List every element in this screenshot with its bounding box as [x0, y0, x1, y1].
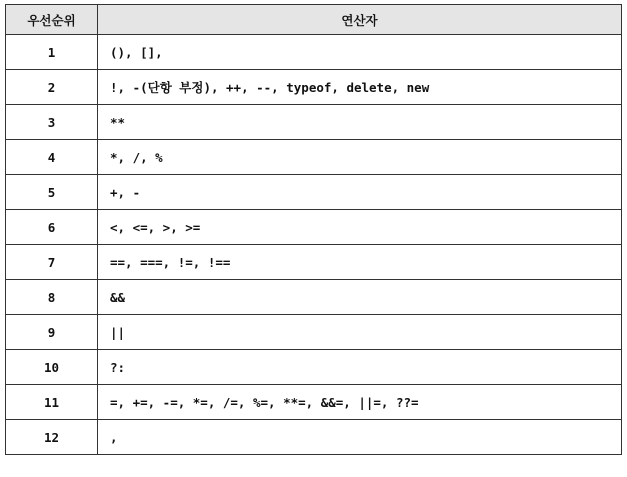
priority-cell: 3: [6, 105, 98, 140]
operators-column-header: 연산자: [98, 5, 622, 35]
priority-cell: 11: [6, 385, 98, 420]
priority-cell: 10: [6, 350, 98, 385]
table-body: [6, 35, 622, 455]
operator-precedence-container: [5, 4, 622, 455]
operators-cell: (), [],: [98, 35, 622, 70]
operators-cell: *, /, %: [98, 140, 622, 175]
table-row: [6, 175, 622, 210]
priority-cell: 2: [6, 70, 98, 105]
operators-cell: ,: [98, 420, 622, 455]
operators-cell: &&: [98, 280, 622, 315]
operators-cell: ||: [98, 315, 622, 350]
operators-cell: =, +=, -=, *=, /=, %=, **=, &&=, ||=, ??=: [98, 385, 622, 420]
priority-column-header: 우선순위: [6, 5, 98, 35]
operators-cell: !, -(단항 부정), ++, --, typeof, delete, new: [98, 70, 622, 105]
priority-cell: 4: [6, 140, 98, 175]
table-header: [6, 5, 622, 35]
table-row: [6, 245, 622, 280]
header-row: [6, 5, 622, 35]
operators-cell: **: [98, 105, 622, 140]
table-row: [6, 35, 622, 70]
priority-cell: 6: [6, 210, 98, 245]
priority-cell: 1: [6, 35, 98, 70]
table-row: [6, 70, 622, 105]
operators-cell: ?:: [98, 350, 622, 385]
table-row: [6, 280, 622, 315]
table-row: [6, 350, 622, 385]
priority-cell: 12: [6, 420, 98, 455]
table-row: [6, 140, 622, 175]
operators-cell: <, <=, >, >=: [98, 210, 622, 245]
priority-cell: 8: [6, 280, 98, 315]
table-row: [6, 105, 622, 140]
operators-cell: +, -: [98, 175, 622, 210]
table-row: [6, 420, 622, 455]
priority-cell: 5: [6, 175, 98, 210]
operators-cell: ==, ===, !=, !==: [98, 245, 622, 280]
priority-cell: 9: [6, 315, 98, 350]
priority-cell: 7: [6, 245, 98, 280]
table-row: [6, 385, 622, 420]
table-row: [6, 210, 622, 245]
table-row: [6, 315, 622, 350]
operator-precedence-table: [5, 4, 622, 455]
